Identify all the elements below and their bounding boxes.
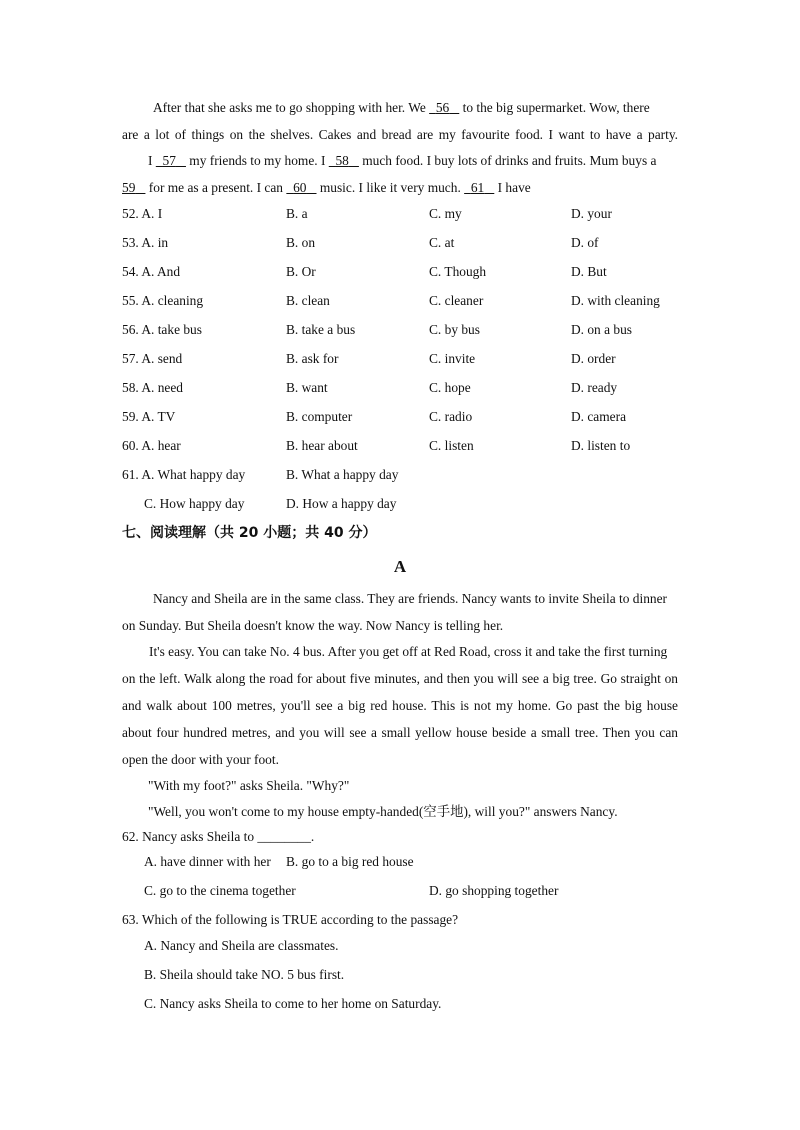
option-c: C. at <box>429 235 455 250</box>
option-b: B. Or <box>286 264 316 279</box>
q63-option-b: B. Sheila should take NO. 5 bus first. <box>144 967 345 982</box>
passage2-line: It's easy. You can take No. 4 bus. After you get off at Red Road, cross it and take the first turning <box>149 644 668 659</box>
q62-option-c: C. go to the cinema together <box>144 883 296 898</box>
option-a: 56. A. take bus <box>122 322 202 337</box>
passage-line-3: I 57 my friends to my home. I 58 much food. I buy lots of drinks and fruits. Mum buys a <box>148 153 657 168</box>
passage-line-2: are a lot of things on the shelves. Cakes and bread are my favourite food. I want to have a party. <box>122 127 678 142</box>
blank-56: 56 <box>435 100 450 115</box>
option-b: B. take a bus <box>286 322 356 337</box>
section-title: 七、阅读理解（共 20 小题；共 40 分） <box>122 525 377 541</box>
option-a: 55. A. cleaning <box>122 293 204 308</box>
option-c: C. invite <box>429 351 476 366</box>
blank-60: 60 <box>293 180 307 195</box>
option-b: B. hear about <box>286 438 358 453</box>
passage2-line: open the door with your foot. <box>122 752 279 767</box>
q62-option-d: D. go shopping together <box>429 883 559 898</box>
blank-59: 59 <box>122 180 136 195</box>
option-c: C. hope <box>429 380 471 395</box>
blank-57: 57 <box>162 153 176 168</box>
q62-option-a: A. have dinner with her <box>144 854 271 869</box>
option-a: 54. A. And <box>122 264 181 279</box>
passage2-line: about four hundred metres, and you will see a small yellow house beside a small tree. Then you can <box>122 725 678 740</box>
option-d: D. order <box>571 351 616 366</box>
option-d: D. on a bus <box>571 322 632 337</box>
q61-option-b: B. What a happy day <box>286 467 399 482</box>
option-b: B. on <box>286 235 316 250</box>
option-b: B. want <box>286 380 328 395</box>
option-d: D. your <box>571 206 612 221</box>
option-a: 53. A. in <box>122 235 169 250</box>
q61-option-c: C. How happy day <box>144 496 245 511</box>
option-a: 59. A. TV <box>122 409 176 424</box>
option-c: C. my <box>429 206 462 221</box>
option-c: C. cleaner <box>429 293 484 308</box>
passage-line-4: 59 for me as a present. I can 60 music. I like it very much. 61 I have <box>122 180 531 195</box>
option-c: C. listen <box>429 438 474 453</box>
option-d: D. of <box>571 235 599 250</box>
option-a: 60. A. hear <box>122 438 181 453</box>
passage-line-1: After that she asks me to go shopping with her. We 56 to the big supermarket. Wow, there <box>153 100 650 115</box>
option-b: B. ask for <box>286 351 339 366</box>
passage2-line: "Well, you won't come to my house empty-handed(空手地), will you?" answers Nancy. <box>148 804 618 819</box>
option-d: D. with cleaning <box>571 293 660 308</box>
q63-option-a: A. Nancy and Sheila are classmates. <box>144 938 339 953</box>
passage2-line: on the left. Walk along the road for about five minutes, and then you will see a big tree. Go straight on <box>122 671 678 686</box>
q62-stem: 62. Nancy asks Sheila to ________. <box>122 829 315 844</box>
option-c: C. radio <box>429 409 473 424</box>
passage2-line: Nancy and Sheila are in the same class. They are friends. Nancy wants to invite Sheila to dinner <box>153 591 668 606</box>
q63-option-c: C. Nancy asks Sheila to come to her home on Saturday. <box>144 996 442 1011</box>
passage2-line: and walk about 100 metres, you'll see a big red house. This is not my home. Go past the big house <box>122 698 678 713</box>
option-a: 57. A. send <box>122 351 183 366</box>
option-d: D. listen to <box>571 438 631 453</box>
passage2-line: "With my foot?" asks Sheila. "Why?" <box>148 778 350 793</box>
option-d: D. ready <box>571 380 618 395</box>
option-c: C. by bus <box>429 322 480 337</box>
option-d: D. But <box>571 264 607 279</box>
option-b: B. computer <box>286 409 353 424</box>
option-a: 58. A. need <box>122 380 183 395</box>
blank-58: 58 <box>335 153 349 168</box>
option-d: D. camera <box>571 409 627 424</box>
part-title: A <box>393 557 407 576</box>
q63-stem: 63. Which of the following is TRUE according to the passage? <box>122 912 459 927</box>
option-a: 52. A. I <box>122 206 163 221</box>
option-c: C. Though <box>429 264 487 279</box>
option-b: B. a <box>286 206 308 221</box>
blank-61: 61 <box>470 180 485 195</box>
option-b: B. clean <box>286 293 330 308</box>
q62-option-b: B. go to a big red house <box>286 854 414 869</box>
passage2-line: on Sunday. But Sheila doesn't know the way. Now Nancy is telling her. <box>122 618 504 633</box>
q61-option-d: D. How a happy day <box>286 496 397 511</box>
q61-option-a: 61. A. What happy day <box>122 467 246 482</box>
